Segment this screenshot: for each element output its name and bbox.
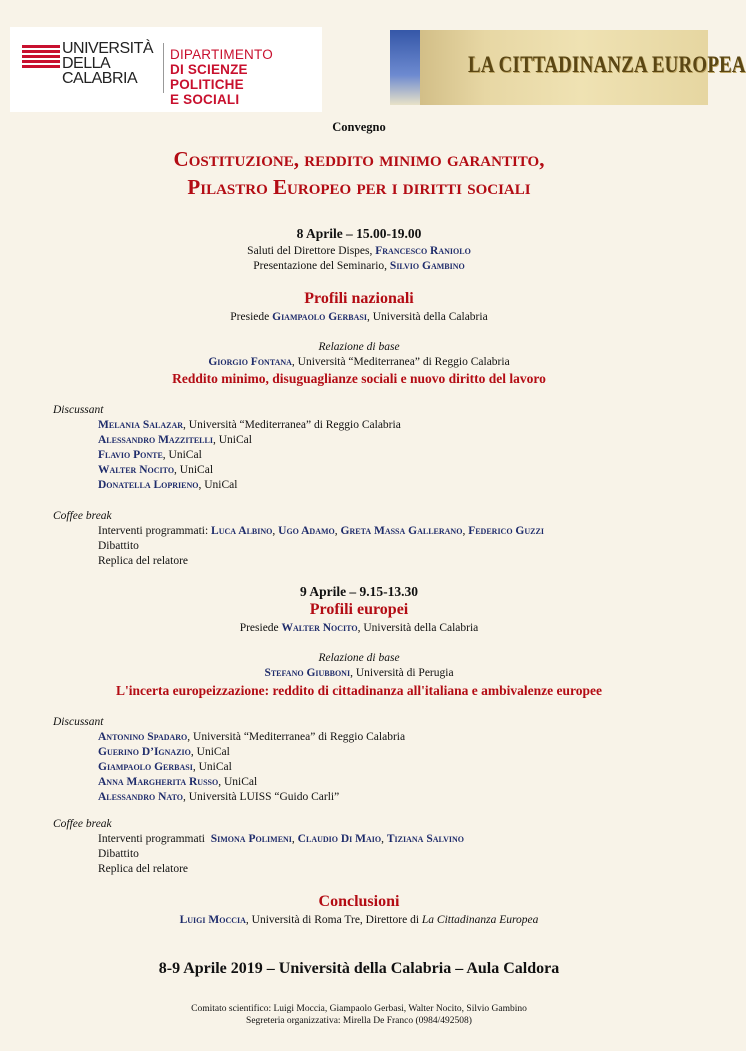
logo-divider: [163, 43, 164, 93]
organizing-secretariat: Segreteria organizzativa: Mirella De Franco (0984/492508): [246, 1016, 472, 1026]
day2-debate: Dibattito: [98, 848, 139, 860]
day1-discussant: Alessandro Mazzitelli, UniCal: [98, 434, 252, 446]
day2-date: 9 Aprile – 9.15-13.30: [299, 584, 419, 599]
journal-title: LA CITTADINANZA EUROPEA: [468, 52, 746, 77]
day1-coffee-break: Coffee break: [53, 510, 112, 522]
day1-greetings: Saluti del Direttore Dispes, Francesco Raniolo: [247, 245, 471, 257]
scientific-committee: Comitato scientifico: Luigi Moccia, Giampaolo Gerbasi, Walter Nocito, Silvio Gambino: [191, 1004, 527, 1014]
day1-debate: Dibattito: [98, 540, 139, 552]
day1-reply: Replica del relatore: [98, 555, 189, 567]
day1-presentation: Presentazione del Seminario, Silvio Gambino: [253, 260, 465, 272]
event-date-venue: 8-9 Aprile 2019 – Università della Calabria – Aula Caldora: [158, 960, 560, 977]
section-profili-europei: Profili europei: [309, 601, 409, 618]
section-profili-nazionali: Profili nazionali: [304, 290, 414, 307]
day2-interventions: Interventi programmati Simona Polimeni, Claudio Di Maio, Tiziana Salvino: [98, 833, 464, 845]
day1-discussant-label: Discussant: [53, 404, 104, 416]
day1-interventions: Interventi programmati: Luca Albino, Ugo Adamo, Greta Massa Gallerano, Federico Guzzi: [98, 525, 544, 537]
day1-discussant: Melania Salazar, Università “Mediterranea” di Reggio Calabria: [98, 419, 401, 431]
day2-reporter: Stefano Giubboni, Università di Perugia: [264, 667, 454, 679]
day2-discussant-label: Discussant: [53, 716, 104, 728]
unical-emblem-icon: [22, 45, 60, 69]
day1-date: 8 Aprile – 15.00-19.00: [296, 226, 422, 241]
day1-discussant: Walter Nocito, UniCal: [98, 464, 214, 476]
day1-discussant: Donatella Loprieno, UniCal: [98, 479, 238, 491]
day2-discussant: Alessandro Nato, Università LUISS “Guido Carli”: [98, 791, 340, 803]
day1-report-label: Relazione di base: [318, 341, 400, 353]
day2-coffee-break: Coffee break: [53, 818, 112, 830]
day2-discussant: Antonino Spadaro, Università “Mediterranea” di Reggio Calabria: [98, 731, 406, 743]
day1-report-title: Reddito minimo, disuguaglianze sociali e nuovo diritto del lavoro: [172, 371, 546, 386]
day2-reply: Replica del relatore: [98, 863, 189, 875]
title-line-2: Pilastro Europeo per i diritti sociali: [187, 175, 531, 199]
day2-chair: Presiede Walter Nocito, Università della Calabria: [239, 622, 479, 634]
university-name: UNIVERSITÀ DELLA CALABRIA: [62, 40, 154, 87]
day2-report-label: Relazione di base: [318, 652, 400, 664]
day1-reporter: Giorgio Fontana, Università “Mediterranea” di Reggio Calabria: [208, 356, 510, 368]
section-conclusioni: Conclusioni: [318, 893, 400, 910]
event-type: Convegno: [332, 120, 386, 134]
day2-discussant: Guerino D’Ignazio, UniCal: [98, 746, 230, 758]
conclusions-speaker: Luigi Moccia, Università di Roma Tre, Direttore di La Cittadinanza Europea: [179, 914, 539, 926]
day1-chair: Presiede Giampaolo Gerbasi, Università della Calabria: [230, 311, 488, 323]
day2-discussant: Anna Margherita Russo, UniCal: [98, 776, 258, 788]
eu-flag-icon: [390, 30, 420, 105]
unical-dispes-logo: [10, 27, 322, 112]
day2-discussant: Giampaolo Gerbasi, UniCal: [98, 761, 232, 773]
day2-report-title: L'incerta europeizzazione: reddito di cittadinanza all'italiana e ambivalenze europee: [116, 683, 602, 698]
title-line-1: Costituzione, reddito minimo garantito,: [173, 147, 545, 171]
day1-discussant: Flavio Ponte, UniCal: [98, 449, 202, 461]
cittadinanza-europea-logo: [390, 30, 746, 105]
department-name: DIPARTIMENTO DI SCIENZE POLITICHE E SOCIALI: [170, 47, 273, 107]
